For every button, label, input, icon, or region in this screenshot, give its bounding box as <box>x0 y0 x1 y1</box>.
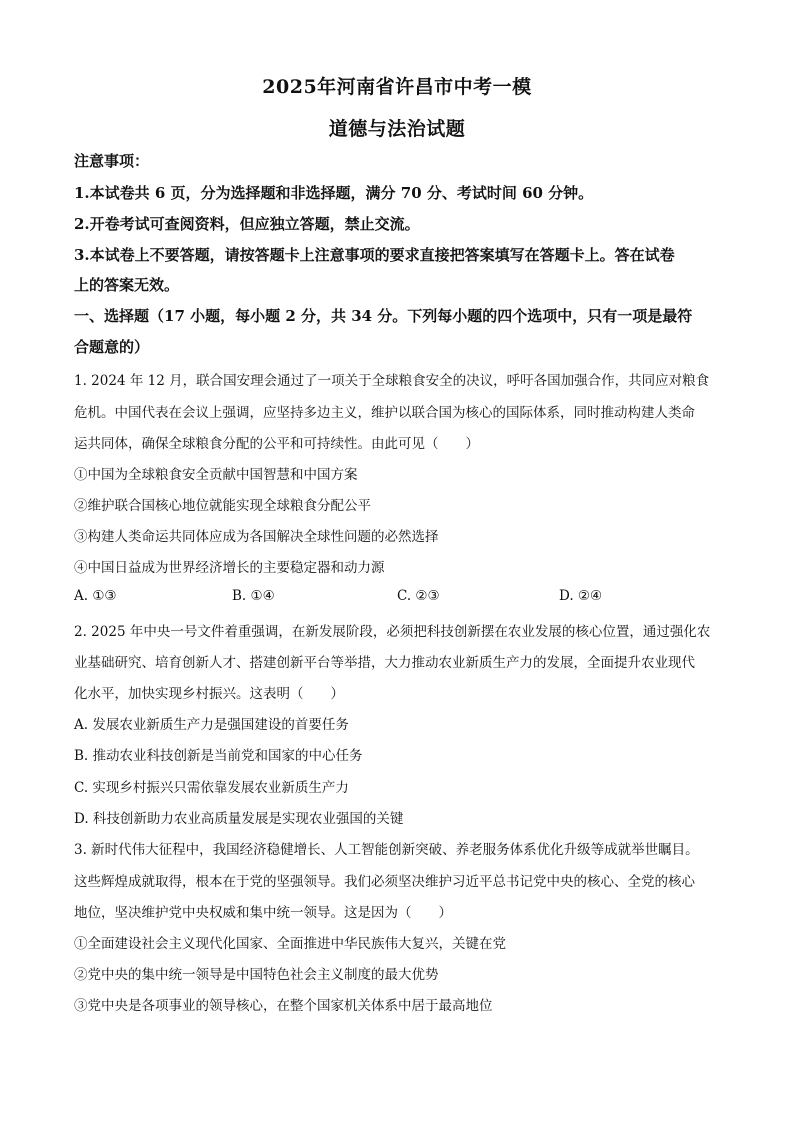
q1-statement-4: ④中国日益成为世界经济增长的主要稳定器和动力源 <box>74 560 385 576</box>
section-heading-line-2: 合题意的） <box>74 338 150 356</box>
notice-item-2: 2.开卷考试可查阅资料，但应独立答题，禁止交流。 <box>74 215 420 233</box>
q1-option-c: C. ②③ <box>397 588 440 604</box>
q1-stem-line-2: 危机。中国代表在会议上强调，应坚持多边主义，维护以联合国为核心的国际体系，同时推动构建人类命 <box>74 405 695 421</box>
q1-option-a: A. ①③ <box>74 588 117 604</box>
q3-statement-2: ②党中央的集中统一领导是中国特色社会主义制度的最大优势 <box>74 967 439 983</box>
q1-statement-3: ③构建人类命运共同体应成为各国解决全球性问题的必然选择 <box>74 529 439 545</box>
q2-stem-line-1: 2. 2025 年中央一号文件着重强调，在新发展阶段，必须把科技创新摆在农业发展的核心位置，通过强化农 <box>74 624 711 640</box>
exam-subject: 道德与法治试题 <box>328 118 466 140</box>
q1-stem-line-3: 运共同体，确保全球粮食分配的公平和可持续性。由此可见（ ） <box>74 436 479 452</box>
q1-stem-line-1: 1. 2024 年 12 月，联合国安理会通过了一项关于全球粮食安全的决议，呼吁各国加强合作，共同应对粮食 <box>74 373 710 389</box>
q2-option-a: A. 发展农业新质生产力是强国建设的首要任务 <box>74 717 349 733</box>
notice-item-3-line-1: 3.本试卷上不要答题，请按答题卡上注意事项的要求直接把答案填写在答题卡上。答在试卷 <box>74 246 675 264</box>
q2-option-c: C. 实现乡村振兴只需依靠发展农业新质生产力 <box>74 780 349 796</box>
q1-option-d: D. ②④ <box>559 588 603 604</box>
section-heading-line-1: 一、选择题（17 小题，每小题 2 分，共 34 分。下列每小题的四个选项中，只有一项是最符 <box>74 307 693 325</box>
q3-stem-line-2: 这些辉煌成就取得，根本在于党的坚强领导。我们必须坚决维护习近平总书记党中央的核心、全党的核心 <box>74 874 695 890</box>
q2-stem-line-3: 化水平，加快实现乡村振兴。这表明（ ） <box>74 686 344 702</box>
q2-stem-line-2: 业基础研究、培育创新人才、搭建创新平台等举措，大力推动农业新质生产力的发展，全面提升农业现代 <box>74 655 695 671</box>
q1-statement-2: ②维护联合国核心地位就能实现全球粮食分配公平 <box>74 498 371 514</box>
q1-option-b: B. ①④ <box>232 588 275 604</box>
q3-statement-1: ①全面建设社会主义现代化国家、全面推进中华民族伟大复兴，关键在党 <box>74 936 506 952</box>
q1-statement-1: ①中国为全球粮食安全贡献中国智慧和中国方案 <box>74 467 358 483</box>
notice-item-3-line-2: 上的答案无效。 <box>74 276 180 294</box>
q3-statement-3: ③党中央是各项事业的领导核心，在整个国家机关体系中居于最高地位 <box>74 998 493 1014</box>
notice-heading: 注意事项： <box>74 152 150 170</box>
q3-stem-line-1: 3. 新时代伟大征程中，我国经济稳健增长、人工智能创新突破、养老服务体系优化升级等成就举世瞩目。 <box>74 842 699 858</box>
q2-option-d: D. 科技创新助力农业高质量发展是实现农业强国的关键 <box>74 811 404 827</box>
notice-item-1: 1.本试卷共 6 页，分为选择题和非选择题，满分 70 分、考试时间 60 分钟。 <box>74 184 594 202</box>
q2-option-b: B. 推动农业科技创新是当前党和国家的中心任务 <box>74 748 363 764</box>
q3-stem-line-3: 地位，坚决维护党中央权威和集中统一领导。这是因为（ ） <box>74 905 452 921</box>
exam-title: 2025年河南省许昌市中考一模 <box>262 76 532 98</box>
